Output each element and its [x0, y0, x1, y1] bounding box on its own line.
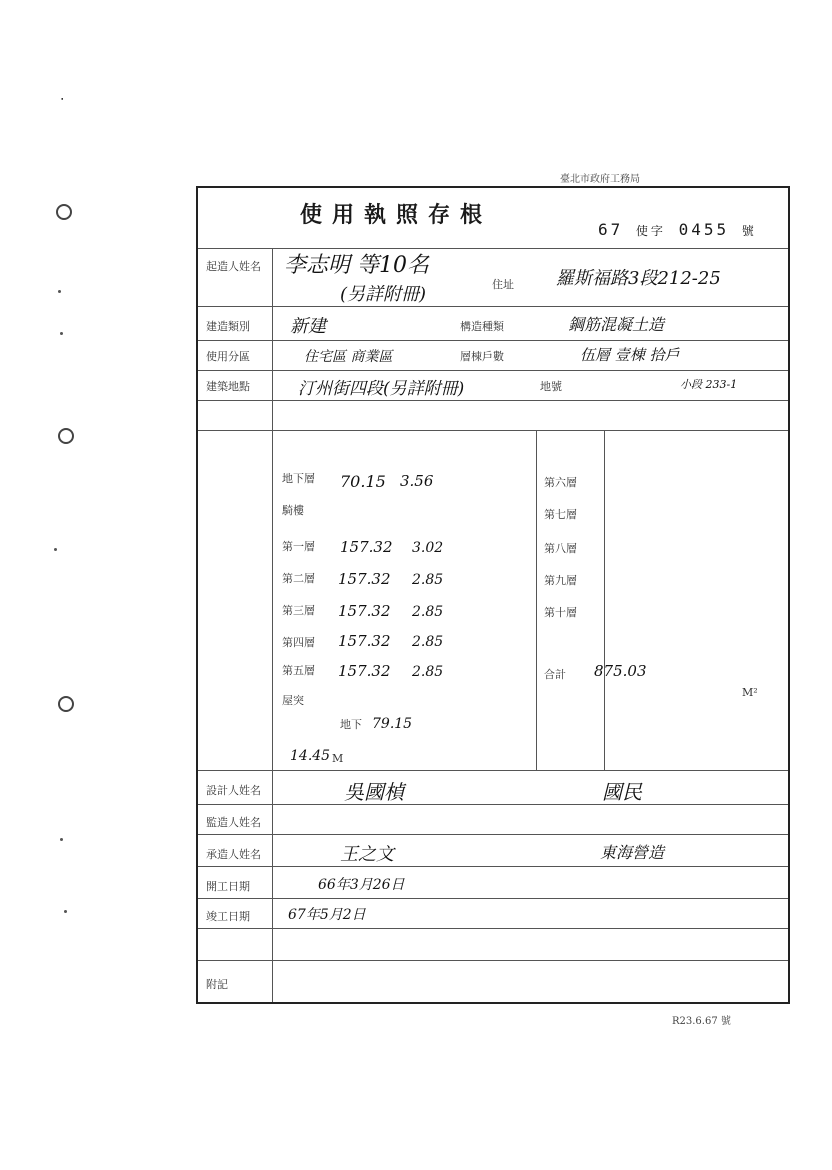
speck — [54, 548, 57, 551]
unit-m: M — [332, 752, 344, 765]
designer-name: 吳國楨 — [344, 780, 404, 804]
builder-address: 羅斯福路3段212-25 — [556, 268, 721, 289]
building-type-value: 新建 — [290, 316, 326, 337]
floor-height: 2.85 — [412, 572, 444, 588]
row-line — [198, 898, 788, 899]
unit-m2: M² — [742, 686, 758, 699]
designer-office: 國民 — [602, 780, 642, 804]
structure-value: 鋼筋混凝土造 — [568, 315, 665, 334]
col-line — [604, 430, 605, 770]
row-line — [198, 960, 788, 961]
floor-label: 地下 — [340, 718, 362, 731]
license-label: 使字 — [635, 224, 666, 238]
number-suffix: 號 — [741, 224, 757, 238]
row-line — [198, 834, 788, 835]
license-form — [196, 186, 790, 1004]
right-floor-label: 第九層 — [544, 574, 577, 587]
row-line — [198, 430, 788, 431]
punch-hole — [56, 204, 72, 220]
lot-value: 小段 233-1 — [680, 378, 738, 391]
footer-stamp: R23.6.67 號 — [672, 1016, 731, 1027]
floor-label: 第三層 — [282, 604, 315, 617]
speck — [64, 910, 67, 913]
floor-area: 157.32 — [338, 662, 391, 680]
right-floor-label: 第十層 — [544, 606, 577, 619]
floor-label: 騎樓 — [282, 504, 304, 517]
floor-area: 157.32 — [338, 570, 391, 588]
builder-note: (另詳附冊) — [340, 284, 427, 305]
floor-label: 第二層 — [282, 572, 315, 585]
start-date-label: 開工日期 — [206, 880, 250, 893]
col-line — [272, 248, 273, 1002]
zoning-value: 住宅區 商業區 — [304, 349, 393, 365]
floor-height: 3.56 — [400, 472, 434, 490]
floor-area: 79.15 — [372, 716, 413, 732]
right-floor-label: 第六層 — [544, 476, 577, 489]
site-label: 建築地點 — [206, 380, 250, 393]
row-line — [198, 804, 788, 805]
top-stamp: 臺北市政府工務局 — [560, 174, 640, 185]
col-line — [536, 430, 537, 770]
builder-label: 起造人姓名 — [206, 260, 261, 273]
margin-mark: ‧ — [60, 92, 65, 108]
finish-date-value: 67年5月2日 — [288, 907, 366, 923]
punch-hole — [58, 428, 74, 444]
lot-label: 地號 — [540, 380, 562, 393]
row-line — [198, 400, 788, 401]
designer-label: 設計人姓名 — [206, 784, 261, 797]
right-floor-label: 第八層 — [544, 542, 577, 555]
punch-hole — [58, 696, 74, 712]
contractor-name: 王之文 — [340, 844, 394, 865]
floor-height: 2.85 — [412, 664, 444, 680]
row-line — [198, 770, 788, 771]
finish-date-label: 竣工日期 — [206, 910, 250, 923]
floor-area: 157.32 — [340, 538, 393, 556]
right-floor-label: 第七層 — [544, 508, 577, 521]
row-line — [198, 370, 788, 371]
contractor-label: 承造人姓名 — [206, 848, 261, 861]
row-line — [198, 928, 788, 929]
building-height: 14.45 — [290, 748, 331, 764]
floor-label: 第五層 — [282, 664, 315, 677]
builder-name: 李志明 等10名 — [284, 253, 429, 278]
floor-height: 2.85 — [412, 634, 444, 650]
row-line — [198, 306, 788, 307]
row-line — [198, 866, 788, 867]
speck — [60, 332, 63, 335]
license-number: 0455 — [678, 220, 730, 239]
supervisor-label: 監造人姓名 — [206, 816, 261, 829]
speck — [60, 838, 63, 841]
row-line — [198, 340, 788, 341]
zoning-label: 使用分區 — [206, 350, 250, 363]
year-prefix: 67 — [598, 220, 624, 239]
households-label: 層棟戶數 — [460, 350, 504, 363]
floor-area: 70.15 — [340, 472, 386, 491]
floor-label: 地下層 — [282, 472, 315, 485]
floor-area: 157.32 — [338, 602, 391, 620]
start-date-value: 66年3月26日 — [318, 877, 405, 893]
floor-height: 3.02 — [412, 540, 444, 556]
floor-label: 第四層 — [282, 636, 315, 649]
floor-area: 157.32 — [338, 632, 391, 650]
license-number-line — [598, 220, 757, 239]
households-value: 伍層 壹棟 拾戶 — [580, 346, 680, 364]
building-type-label: 建造類別 — [206, 320, 250, 333]
contractor-company: 東海營造 — [600, 843, 665, 862]
right-floor-label: 合計 — [544, 668, 566, 681]
site-value: 汀州街四段(另詳附冊) — [298, 379, 465, 399]
floor-label: 屋突 — [282, 694, 304, 707]
total-area: 875.03 — [594, 662, 647, 680]
floor-label: 第一層 — [282, 540, 315, 553]
address-label: 住址 — [492, 278, 514, 291]
speck — [58, 290, 61, 293]
floor-height: 2.85 — [412, 604, 444, 620]
remarks-label: 附記 — [206, 978, 228, 991]
form-title: 使用執照存根 — [300, 202, 493, 228]
structure-label: 構造種類 — [460, 320, 504, 333]
